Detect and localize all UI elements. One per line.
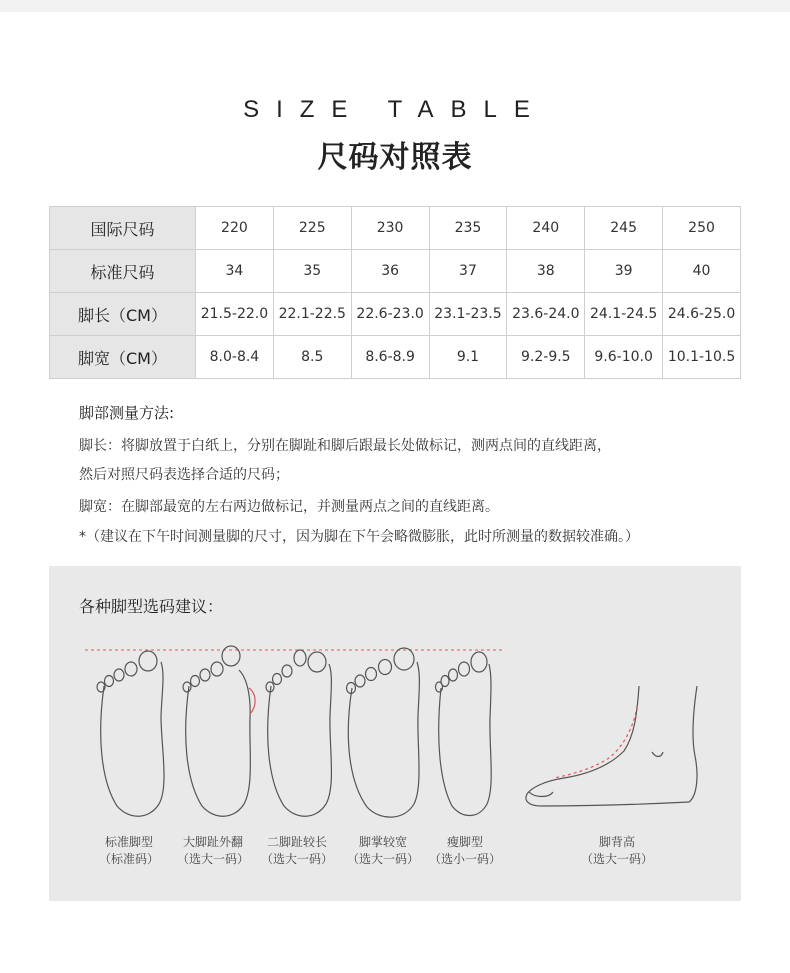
foot-type-name: 标准脚型 [104,835,153,849]
foot-type-advice: （选大一码） [176,852,249,866]
table-cell: 250 [663,207,741,250]
notes-heading: 脚部测量方法: [79,404,175,422]
table-row [50,250,741,293]
foot-type-panel [49,566,741,901]
table-cell: 21.5-22.0 [196,293,274,336]
title-chinese: 尺码对照表 [317,140,473,175]
measurement-notes [49,380,741,566]
table-row [50,336,741,379]
foot-caption [415,834,515,868]
foot-type-name: 脚掌较宽 [358,835,407,849]
table-cell: 37 [429,250,507,293]
foot-type-heading: 各种脚型选码建议： [79,597,224,616]
row-header: 国际尺码 [50,207,196,250]
foot-type-advice: （选小一码） [428,852,501,866]
row-header: 脚长（CM） [50,293,196,336]
foot-type-advice: （标准码） [98,852,159,866]
table-cell: 35 [273,250,351,293]
table-cell: 39 [585,250,663,293]
table-cell: 24.6-25.0 [663,293,741,336]
table-cell: 22.6-23.0 [351,293,429,336]
bunion-foot-icon [183,646,255,816]
table-cell: 8.0-8.4 [196,336,274,379]
foot-type-advice: （选大一码） [260,852,333,866]
table-cell: 235 [429,207,507,250]
row-header: 标准尺码 [50,250,196,293]
table-cell: 245 [585,207,663,250]
high-instep-foot-icon [526,686,697,806]
table-cell: 9.1 [429,336,507,379]
table-cell: 23.6-24.0 [507,293,585,336]
foot-type-advice: （选大一码） [346,852,419,866]
table-cell: 23.1-23.5 [429,293,507,336]
wide-foot-icon [347,648,420,817]
table-cell: 24.1-24.5 [585,293,663,336]
standard-foot-icon [97,651,164,816]
long-second-toe-foot-icon [266,650,331,816]
foot-caption [247,834,347,868]
notes-line: 然后对照尺码表选择合适的尺码； [79,467,289,483]
foot-type-name: 脚背高 [598,835,635,849]
table-cell: 22.1-22.5 [273,293,351,336]
table-cell: 36 [351,250,429,293]
table-cell: 34 [196,250,274,293]
foot-type-advice: （选大一码） [580,852,653,866]
notes-line: *（建议在下午时间测量脚的尺寸，因为脚在下午会略微膨胀，此时所测量的数据较准确。） [79,529,639,545]
table-cell: 10.1-10.5 [663,336,741,379]
table-row [50,207,741,250]
foot-type-name: 大脚趾外翻 [182,835,243,849]
table-cell: 230 [351,207,429,250]
foot-caption [567,834,667,868]
table-cell: 9.2-9.5 [507,336,585,379]
size-table [49,206,741,379]
table-cell: 8.5 [273,336,351,379]
notes-line: 脚长：将脚放置于白纸上，分别在脚趾和脚后跟最长处做标记，测两点间的直线距离， [79,438,611,454]
table-cell: 9.6-10.0 [585,336,663,379]
top-strip [0,0,790,12]
table-cell: 225 [273,207,351,250]
foot-type-name: 瘦脚型 [446,835,483,849]
table-row [50,293,741,336]
row-header: 脚宽（CM） [50,336,196,379]
narrow-foot-icon [436,652,492,816]
table-cell: 8.6-8.9 [351,336,429,379]
table-cell: 220 [196,207,274,250]
foot-type-name: 二脚趾较长 [266,835,327,849]
table-cell: 38 [507,250,585,293]
notes-line: 脚宽：在脚部最宽的左右两边做标记，并测量两点之间的直线距离。 [79,499,499,515]
table-cell: 240 [507,207,585,250]
table-cell: 40 [663,250,741,293]
title-english: SIZE TABLE [243,96,547,123]
